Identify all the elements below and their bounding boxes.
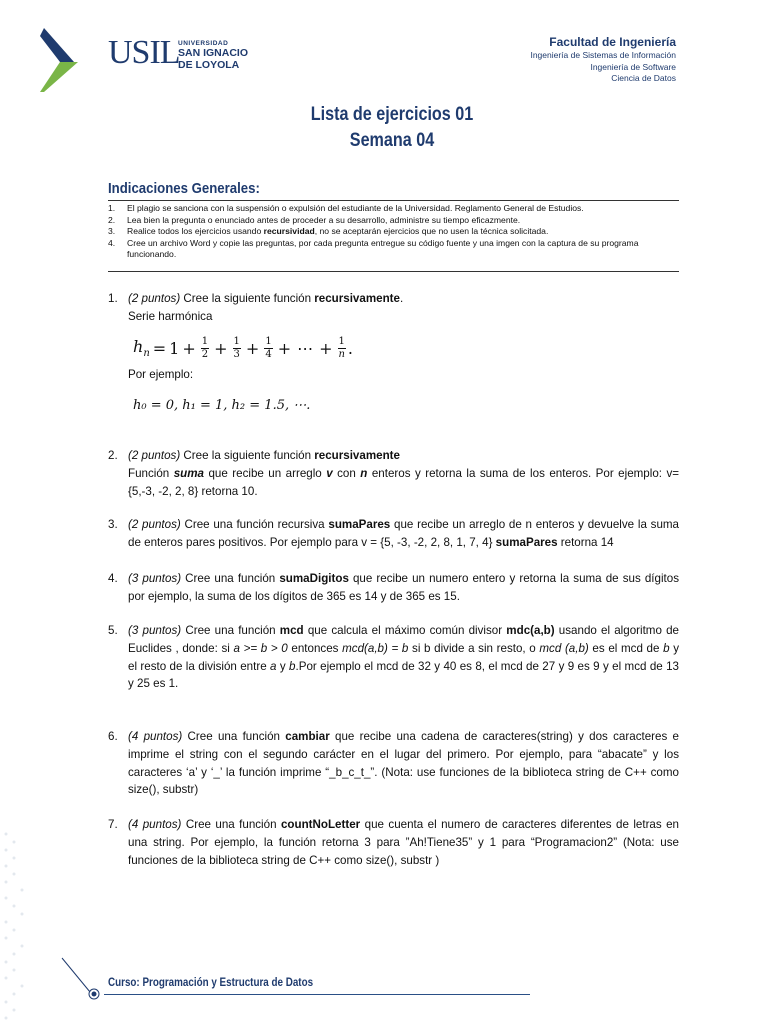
exercise-text <box>128 570 679 606</box>
keyword: recursivamente <box>314 449 400 462</box>
text-run: . <box>399 292 404 305</box>
university-line-2: SAN IGNACIO <box>178 47 249 59</box>
university-line-3: DE LOYOLA <box>178 59 240 71</box>
math-run: b <box>289 659 296 673</box>
harmonic-formula: $h_n$ = 1 + $\frac{1}{2}$ + $\frac{1}{3}$ + $\frac{1}{4}$ + ⋯ + $\frac{1}{n}$ . <box>133 335 353 360</box>
text-run: Función <box>128 466 174 480</box>
math-run: mcd(a,b) = b <box>342 641 409 655</box>
example-label: Por ejemplo: <box>128 368 194 381</box>
exercise-4 <box>108 570 679 606</box>
university-name <box>178 40 248 71</box>
indication-number: 2. <box>108 214 116 225</box>
text-run: que recibe un numero entero y retorna la suma de sus dígitos por ejemplo, la suma de los dígitos de 365 es 14 y de 365 es 15. <box>128 572 680 603</box>
text-run: que recibe una cadena de caracteres(string) y dos caracteres e imprime el string con el segundo carácter en el lugar del primero. Por ejemplo, para “abacate” y los caracteres ‘a’ y ‘_’ la función imprime “_b_c_t_”. (Nota: use funciones de la biblioteca string de C++ como size(), substr) <box>128 730 679 797</box>
points: (3 puntos) <box>128 624 182 637</box>
math-run: a <box>270 659 277 673</box>
text-run: que cuenta el numero de caracteres diferentes de letras en una string. Por ejemplo, la función retorna 3 para ”Ah!Tiene35” y 1 para “Programacion2” (Nota: use funciones de la biblioteca string de C++ como size(), substr ) <box>128 818 679 867</box>
exercise-description <box>128 465 679 501</box>
text-run: Cree una función recursiva <box>180 518 329 531</box>
divider-top <box>108 200 679 201</box>
text-run: entonces <box>287 641 343 655</box>
program-3: Ciencia de Datos <box>611 73 676 83</box>
exercise-1-example-label <box>108 366 679 384</box>
formula-lhs <box>133 337 150 359</box>
exercise-number: 3. <box>108 518 118 531</box>
keyword: mcd <box>279 624 304 637</box>
points: (3 puntos) <box>128 572 182 585</box>
indication-number: 4. <box>108 237 116 248</box>
exercise-text <box>128 516 679 552</box>
exercise-number: 5. <box>108 624 118 637</box>
harmonic-examples: h₀ = 0, h₁ = 1, h₂ = 1.5, ⋯. <box>133 398 311 413</box>
text-run: usando el algoritmo de Euclides , donde: si <box>128 624 679 655</box>
indications-heading: Indicaciones Generales: <box>108 180 260 197</box>
exercise-number: 6. <box>108 730 118 743</box>
keyword: mdc(a,b) <box>506 624 555 637</box>
footer-ornament-icon <box>60 956 104 1000</box>
university-line-1: UNIVERSIDAD <box>178 40 229 47</box>
exercise-number: 4. <box>108 572 118 585</box>
faculty-block <box>530 35 676 85</box>
indications-list <box>108 203 679 261</box>
exercise-3 <box>108 516 679 552</box>
university-logo-icon <box>38 26 82 96</box>
exercise-subtitle: Serie harmónica <box>128 309 213 323</box>
indication-item <box>108 215 679 227</box>
keyword: sumaPares <box>328 518 391 531</box>
text-run: Realice todos los ejercicios usando <box>127 226 264 237</box>
keyword: countNoLetter <box>280 818 361 831</box>
text-run: es el mcd de <box>588 641 664 655</box>
program-2: Ingeniería de Software <box>590 61 676 72</box>
points: (2 puntos) <box>128 449 181 462</box>
footer-rule <box>104 994 530 995</box>
logo-letters: USIL <box>108 34 180 71</box>
exercise-number: 2. <box>108 449 118 462</box>
indication-text <box>127 226 548 238</box>
points: (2 puntos) <box>128 518 181 531</box>
document-subtitle: Semana 04 <box>349 130 435 151</box>
text-run: Cree una función <box>181 818 281 831</box>
text-run: con <box>332 466 361 480</box>
text-run: enteros y retorna la suma de los enteros. Por ejemplo: v= {5,-3, -2, 2, 8} retorna 10. <box>128 466 680 498</box>
document-title: Lista de ejercicios 01 <box>310 104 474 125</box>
faculty-name: Facultad de Ingeniería <box>549 35 676 49</box>
indication-text: Cree un archivo Word y copie las preguntas, por cada pregunta entregue su código fuente y una imgen con la captura de su programa funcionando. <box>127 237 639 260</box>
divider-bottom <box>108 271 679 272</box>
text-run: , no se aceptarán ejercicios que no usen la técnica solicitada. <box>314 226 549 237</box>
exercise-1 <box>108 290 679 326</box>
keyword: n <box>360 466 368 480</box>
exercise-number: 7. <box>108 818 118 831</box>
text-run: Cree una función <box>181 572 280 585</box>
text-run: y el resto de la división entre <box>128 641 679 673</box>
exercise-text <box>128 622 679 693</box>
math-run: b <box>663 641 670 655</box>
indication-item <box>108 203 679 215</box>
exercise-text <box>128 728 679 799</box>
text-run: que recibe un arreglo <box>204 466 327 480</box>
decorative-dots <box>0 824 40 1024</box>
indication-item <box>108 226 679 238</box>
text-run: .Por ejemplo el mcd de 32 y 40 es 8, el mcd de 27 y 9 es 9 y el mcd de 13 y 25 es 1. <box>128 659 679 691</box>
exercise-text <box>128 816 679 869</box>
emphasis: recursividad <box>263 226 315 237</box>
exercise-5 <box>108 622 679 693</box>
text-run: que recibe un arreglo de n enteros y devuelve la suma de enteros pares positivos. Por ejemplo para v = {5, -3, -2, 2, 8, 1, 7, 4} <box>128 518 679 549</box>
exercise-2 <box>108 447 679 500</box>
indication-text: Lea bien la pregunta o enunciado antes de proceder a su desarrollo, administre su tiempo eficazmente. <box>127 214 521 225</box>
exercise-text <box>128 290 679 308</box>
formula-subscript: n <box>143 348 150 360</box>
text-run: si b divide a sin resto, o <box>408 641 540 655</box>
exercise-7 <box>108 816 679 869</box>
text-run: Cree la siguiente función <box>180 449 315 462</box>
indication-number: 3. <box>108 226 116 237</box>
program-1: Ingeniería de Sistemas de Información <box>530 50 676 60</box>
text-run: Cree la siguiente función <box>180 292 315 305</box>
points: (4 puntos) <box>128 818 182 831</box>
exercise-6 <box>108 728 679 799</box>
text-run: que calcula el máximo común divisor <box>303 624 507 637</box>
keyword: v <box>326 466 333 480</box>
indication-number: 1. <box>108 203 116 213</box>
text-run: Cree una función <box>181 624 280 637</box>
text-run: retorna 14 <box>557 535 614 549</box>
exercise-number: 1. <box>108 292 118 305</box>
keyword: sumaPares <box>495 535 558 549</box>
keyword: suma <box>173 466 205 480</box>
math-run: mcd (a,b) <box>539 641 589 655</box>
points: (4 puntos) <box>128 730 183 743</box>
keyword: recursivamente <box>314 292 400 305</box>
formula-symbol: h <box>133 336 144 356</box>
text-run: y <box>276 659 290 673</box>
exercise-text <box>128 447 679 465</box>
math-run: a >= b > 0 <box>233 641 288 655</box>
indication-text: El plagio se sanciona con la suspensión o expulsión del estudiante de la Universidad. Reglamento General de Estudios. <box>127 203 584 213</box>
keyword: cambiar <box>285 730 330 743</box>
keyword: sumaDigitos <box>279 572 349 585</box>
text-run: Cree una función <box>182 730 286 743</box>
indication-item <box>108 238 679 261</box>
points: (2 puntos) <box>128 292 181 305</box>
course-footer: Curso: Programación y Estructura de Datos <box>108 975 314 989</box>
